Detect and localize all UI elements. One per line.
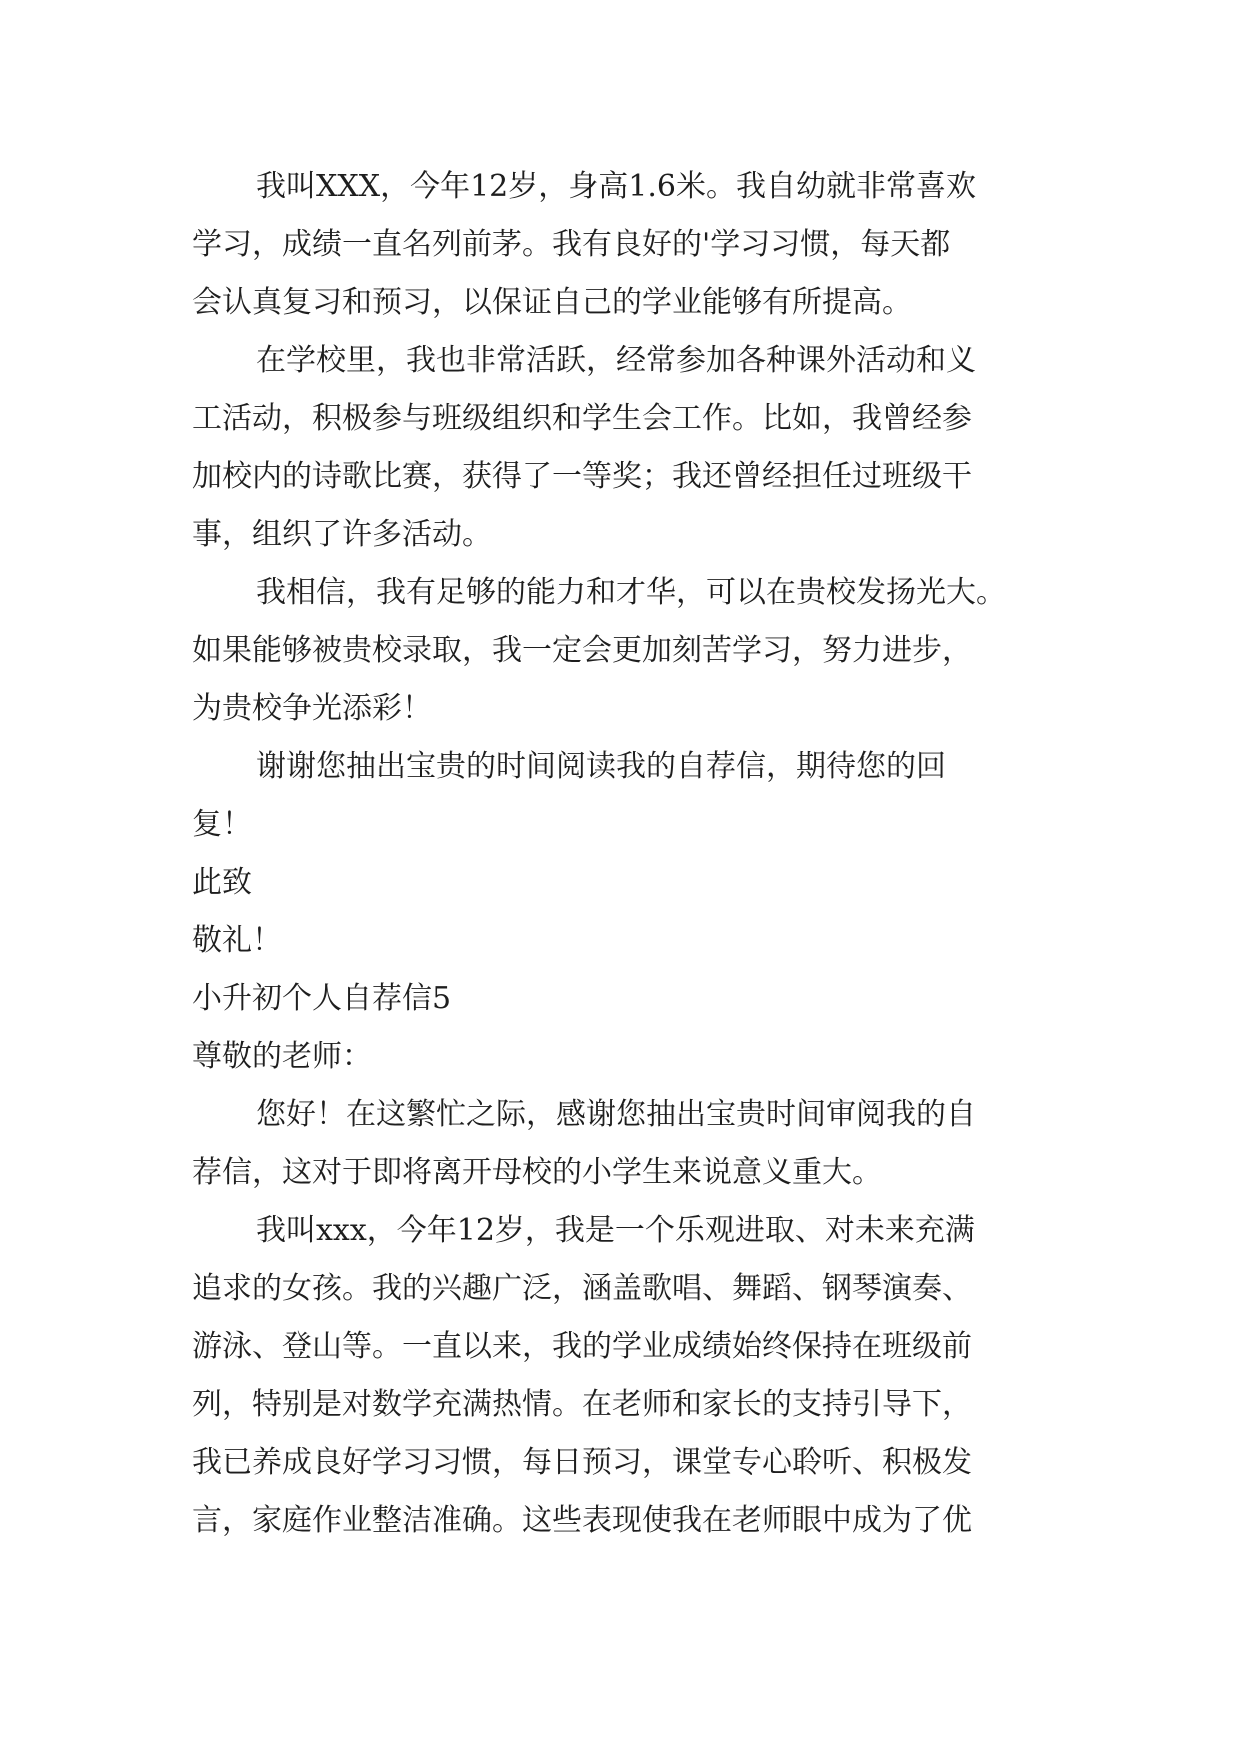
paragraph-line: 追求的女孩。我的兴趣广泛，涵盖歌唱、舞蹈、钢琴演奏、	[192, 1271, 972, 1306]
paragraph-line: 我相信，我有足够的能力和才华，可以在贵校发扬光大。	[256, 575, 1006, 610]
paragraph-line: 会认真复习和预习，以保证自己的学业能够有所提高。	[192, 285, 912, 320]
paragraph-line: 列，特别是对数学充满热情。在老师和家长的支持引导下，	[192, 1387, 972, 1422]
paragraph-line: 我叫XXX，今年12岁，身高1.6米。我自幼就非常喜欢	[256, 169, 976, 204]
paragraph-line: 为贵校争光添彩！	[192, 691, 432, 726]
section-title: 小升初个人自荐信5	[192, 981, 452, 1016]
paragraph-line: 您好！在这繁忙之际，感谢您抽出宝贵时间审阅我的自	[256, 1097, 976, 1132]
paragraph-line: 工活动，积极参与班级组织和学生会工作。比如，我曾经参	[192, 401, 972, 436]
paragraph-line: 荐信，这对于即将离开母校的小学生来说意义重大。	[192, 1155, 882, 1190]
paragraph-line: 言，家庭作业整洁准确。这些表现使我在老师眼中成为了优	[192, 1503, 972, 1538]
paragraph-line: 游泳、登山等。一直以来，我的学业成绩始终保持在班级前	[192, 1329, 972, 1364]
paragraph-line: 如果能够被贵校录取，我一定会更加刻苦学习，努力进步，	[192, 633, 972, 668]
closing-line: 敬礼！	[192, 923, 282, 958]
paragraph-line: 我已养成良好学习习惯，每日预习，课堂专心聆听、积极发	[192, 1445, 972, 1480]
closing-line: 此致	[192, 865, 252, 900]
salutation: 尊敬的老师：	[192, 1039, 372, 1074]
paragraph-line: 加校内的诗歌比赛，获得了一等奖；我还曾经担任过班级干	[192, 459, 972, 494]
paragraph-line: 在学校里，我也非常活跃，经常参加各种课外活动和义	[256, 343, 976, 378]
paragraph-line: 事，组织了许多活动。	[192, 517, 492, 552]
paragraph-line: 谢谢您抽出宝贵的时间阅读我的自荐信，期待您的回	[256, 749, 946, 784]
paragraph-line: 复！	[192, 807, 252, 842]
paragraph-line: 学习，成绩一直名列前茅。我有良好的'学习习惯，每天都	[192, 227, 951, 262]
paragraph-line: 我叫xxx，今年12岁，我是一个乐观进取、对未来充满	[256, 1213, 975, 1248]
